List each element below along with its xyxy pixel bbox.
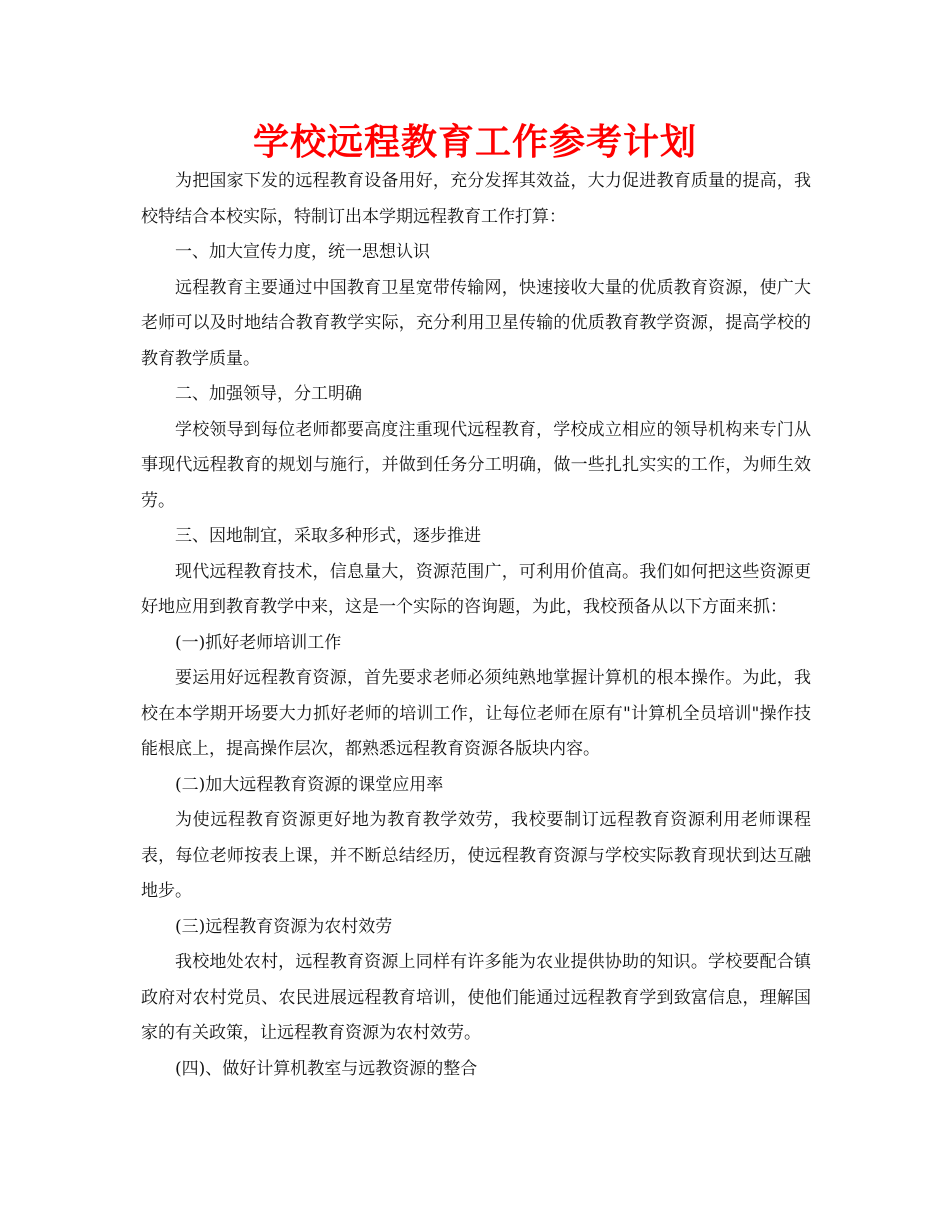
section-heading-2: 二、加强领导，分工明确 [175,384,362,404]
body-paragraph: 为使远程教育资源更好地为教育教学效劳，我校要制订远程教育资源利用老师课程表，每位老师按表上课，并不断总结经历，使远程教育资源与学校实际教育现状到达互融地步。 [141,810,811,901]
body-paragraph: 要运用好远程教育资源，首先要求老师必须纯熟地掌握计算机的根本操作。为此，我校在本学期开场要大力抓好老师的培训工作，让每位老师在原有"计算机全员培训"操作技能根底上，提高操作层次，都熟悉远程教育资源各版块内容。 [141,668,811,759]
document-title: 学校远程教育工作参考计划 [252,122,697,163]
body-paragraph: 我校地处农村，远程教育资源上同样有许多能为农业提供协助的知识。学校要配合镇政府对农村党员、农民进展远程教育培训，使他们能通过远程教育学到致富信息，理解国家的有关政策，让远程教育资源为农村效劳。 [141,952,811,1043]
section-heading-3: 三、因地制宜，采取多种形式，逐步推进 [175,526,481,546]
body-paragraph: 远程教育主要通过中国教育卫星宽带传输网，快速接收大量的优质教育资源，使广大老师可以及时地结合教育教学实际，充分利用卫星传输的优质教育教学资源，提高学校的教育教学质量。 [141,277,811,369]
subsection-heading-3: (三)远程教育资源为农村效劳 [175,916,393,937]
subsection-heading-2: (二)加大远程教育资源的课堂应用率 [175,774,444,795]
body-paragraph: 学校领导到每位老师都要高度注重现代远程教育，学校成立相应的领导机构来专门从事现代远程教育的规划与施行，并做到任务分工明确，做一些扎扎实实的工作，为师生效劳。 [141,419,811,511]
section-heading-1: 一、加大宣传力度，统一思想认识 [175,242,430,262]
subsection-heading-4: (四)、做好计算机教室与远教资源的整合 [175,1058,478,1079]
intro-paragraph: 为把国家下发的远程教育设备用好，充分发挥其效益，大力促进教育质量的提高，我校特结合本校实际，特制订出本学期远程教育工作打算： [141,171,811,227]
document-body [141,164,811,1087]
body-paragraph: 现代远程教育技术，信息量大，资源范围广，可利用价值高。我们如何把这些资源更好地应用到教育教学中来，这是一个实际的咨询题，为此，我校预备从以下方面来抓： [141,561,811,617]
subsection-heading-1: (一)抓好老师培训工作 [175,632,342,653]
